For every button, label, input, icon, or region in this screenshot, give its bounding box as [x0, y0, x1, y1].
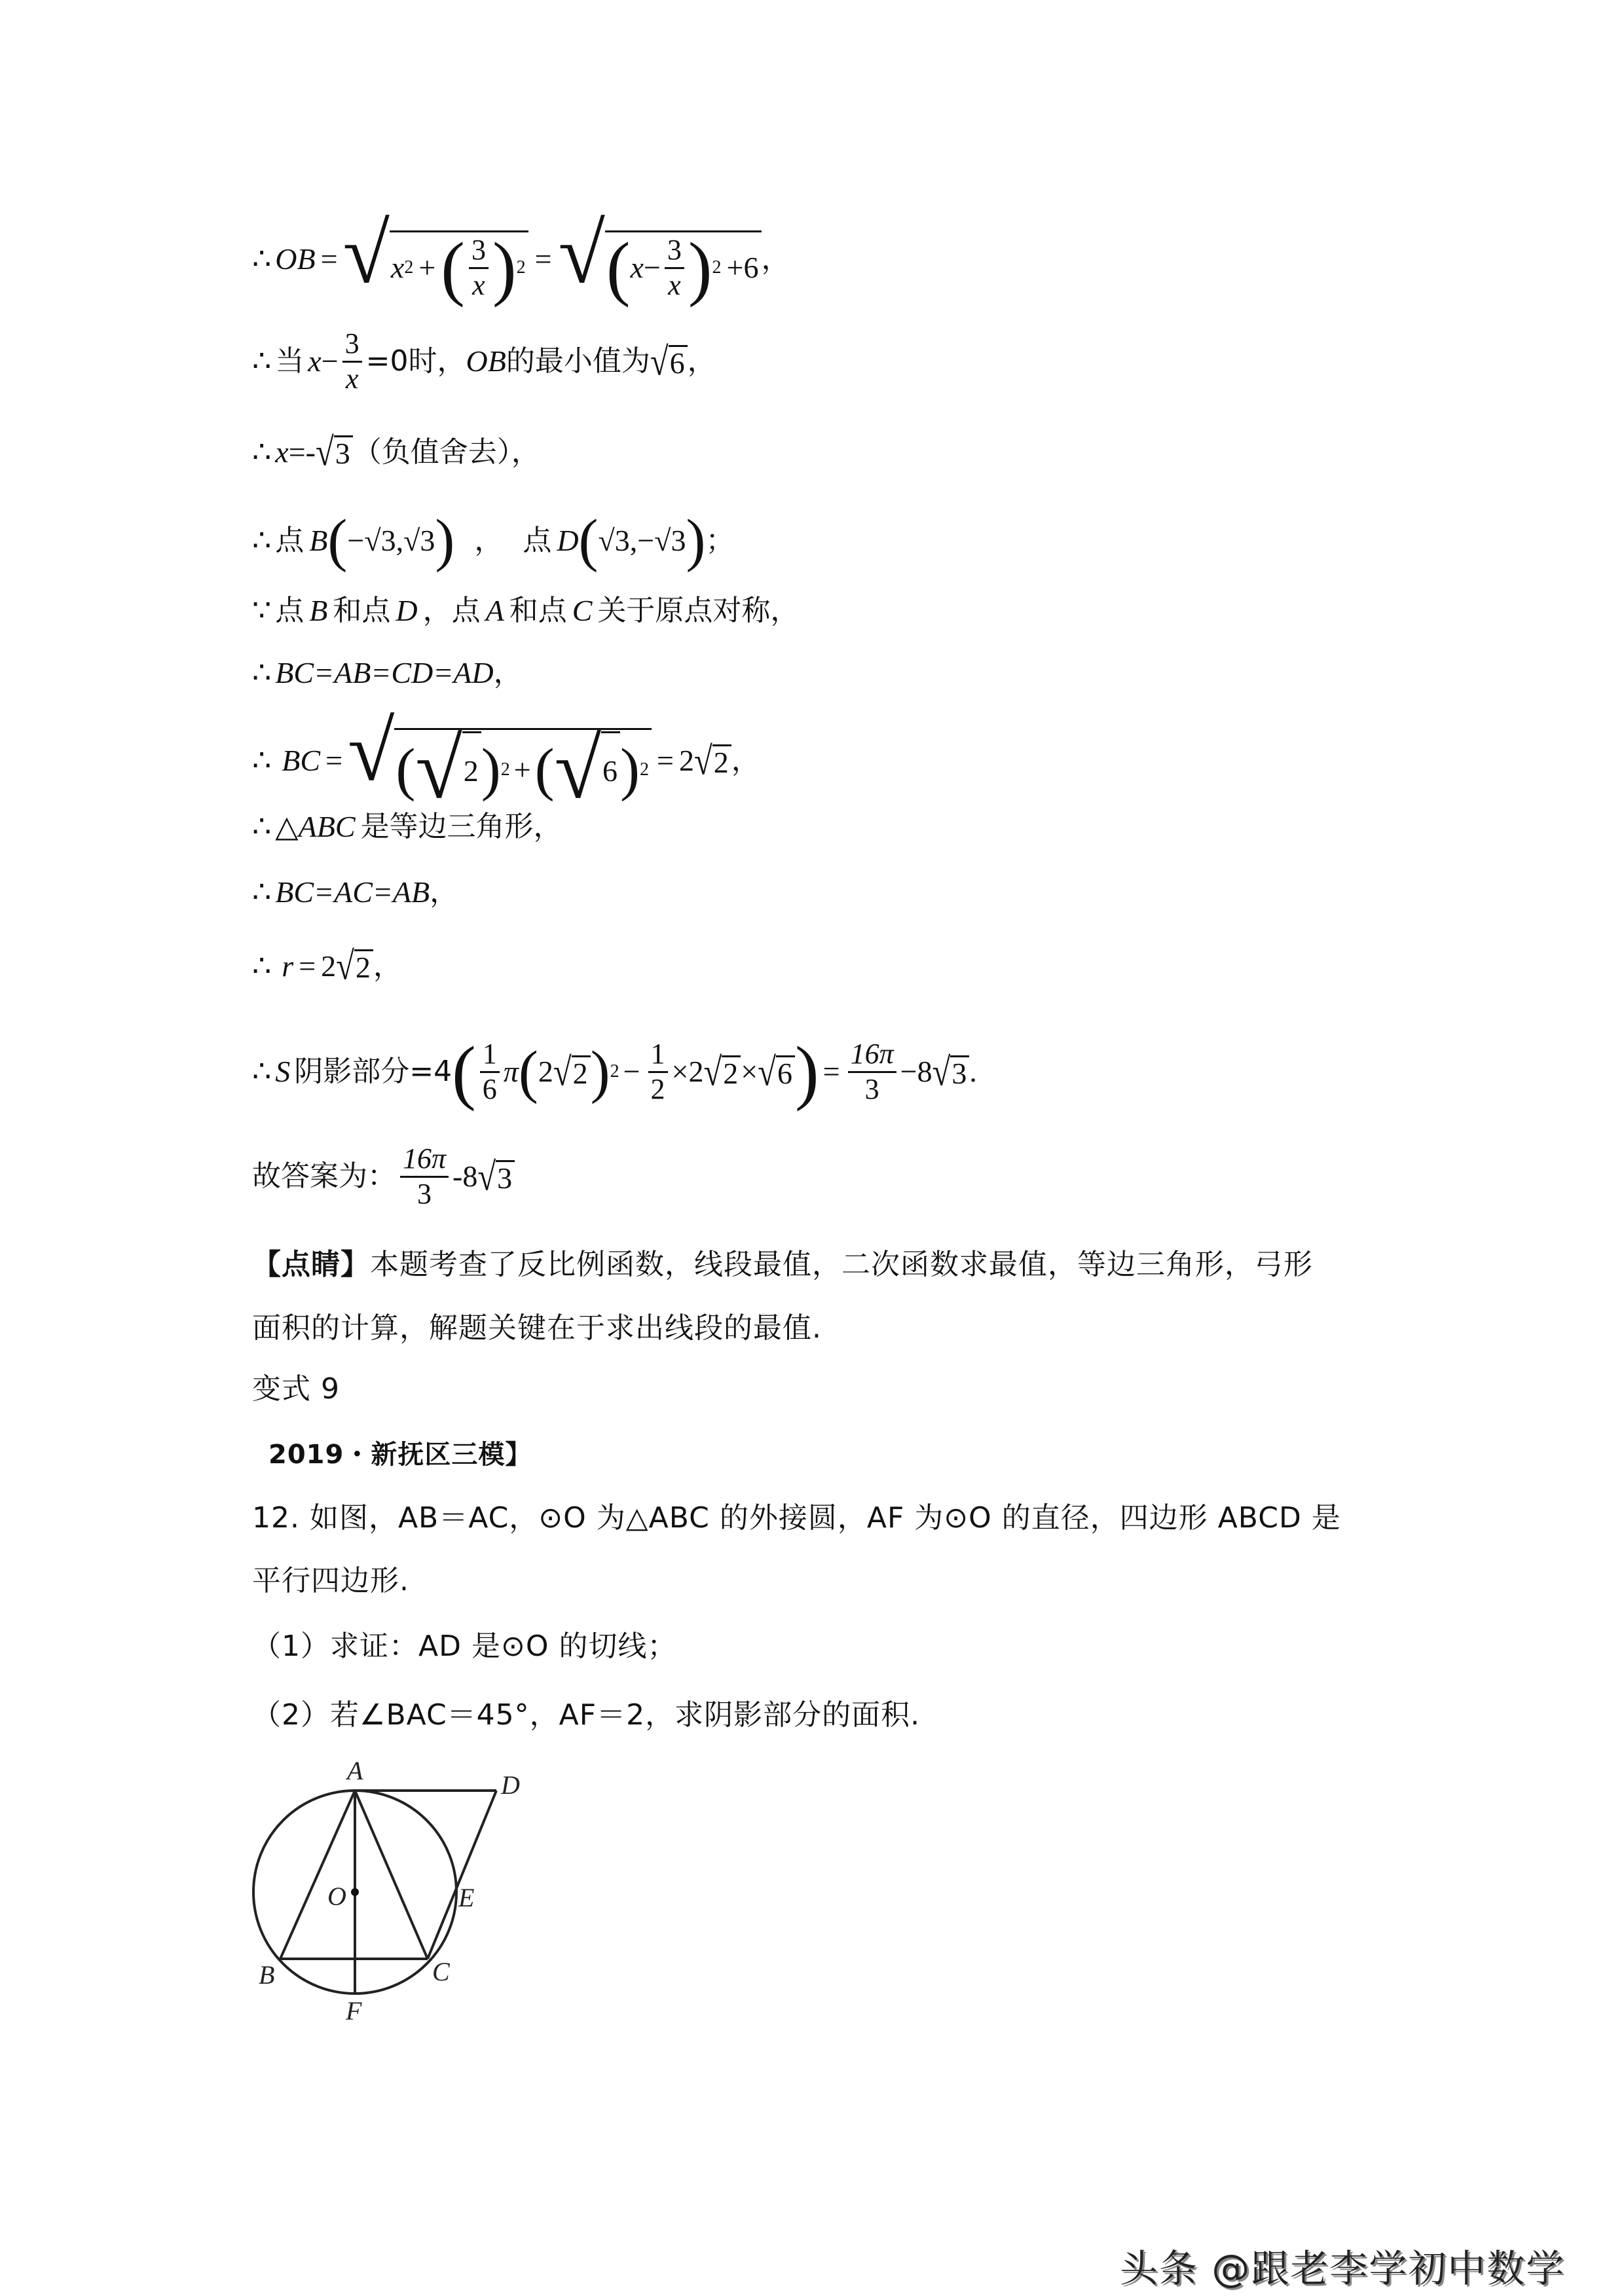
segment-ac: [355, 1791, 428, 1959]
fraction-3-over-x: $\frac{3}{x}$: [469, 234, 489, 302]
problem-part-2: （2）若∠BAC＝45°，AF＝2，求阴影部分的面积.: [252, 1698, 921, 1732]
fraction-3-over-x: $\frac{3}{x}$: [665, 234, 684, 302]
watermark: 头条 @跟老李学初中数学: [1120, 2246, 1566, 2291]
equation-ob-distance: ∴ OB = √ x 2 + ( $\frac{3}{x}$ ) 2 = √ ( x − $\frac{3}{x}$ ) 2 +6 ，: [252, 207, 790, 308]
label-c: C: [432, 1957, 450, 1986]
label-b: B: [259, 1960, 275, 1990]
sqrt-6: √ 6: [650, 345, 688, 378]
variant-title: 变式 9: [252, 1372, 340, 1406]
equation-x-value: ∴ x =- √ 3 （负值舍去），: [252, 429, 540, 474]
statement-bc-ac-ab: ∴ BC=AC=AB ，: [252, 875, 459, 909]
sqrt-expression-1: √ x 2 + ( $\frac{3}{x}$ ) 2: [343, 216, 528, 302]
label-d: D: [501, 1770, 520, 1800]
final-answer: 故答案为： $\frac{16\pi}{3}$ -8 √ 3: [252, 1142, 515, 1211]
equation-min-condition: ∴ 当 x − $\frac{3}{x}$ =0时， OB 的最小值为 √ 6 ，: [252, 327, 716, 395]
problem-part-1: （1）求证：AD 是⊙O 的切线；: [252, 1630, 677, 1663]
problem-line-2: 平行四边形.: [252, 1564, 409, 1597]
label-f: F: [346, 1996, 362, 2026]
center-dot: [351, 1888, 359, 1896]
statement-symmetry: ∵ 点 B 和点 D ，点 A 和点 C 关于原点对称，: [252, 594, 800, 627]
segment-ab: [280, 1791, 355, 1959]
label-e: E: [458, 1883, 475, 1912]
equation-points-b-d: ∴ 点 B ( −√3 , √3 ) ， 点 D ( √3 , −√3 ) ；: [252, 508, 735, 573]
ob-label: OB: [275, 242, 316, 276]
variant-source: 2019・新抚区三模】: [268, 1440, 532, 1470]
segment-dc: [428, 1791, 496, 1959]
statement-equal-sides: ∴ BC=AB=CD=AD ，: [252, 656, 523, 689]
sqrt-expression-2: √ ( x − $\frac{3}{x}$ ) 2 +6: [559, 216, 762, 302]
label-o: O: [327, 1882, 346, 1911]
answer-fraction: $\frac{16\pi}{3}$: [400, 1142, 449, 1211]
problem-line-1: 12. 如图，AB＝AC，⊙O 为△ABC 的外接圆，AF 为⊙O 的直径，四边形 ABCD 是: [252, 1501, 1341, 1535]
comment-line-2: 面积的计算，解题关键在于求出线段的最值.: [252, 1311, 822, 1345]
therefore-symbol: ∴: [252, 242, 272, 276]
geometry-diagram: [242, 1741, 583, 2030]
fraction-3-over-x: $\frac{3}{x}$: [342, 327, 362, 395]
equation-radius: ∴ r = 2 √ 2 ，: [252, 943, 402, 988]
label-a: A: [347, 1756, 363, 1785]
equation-shaded-area: ∴ S 阴影部分=4 ( $\frac{1}{6}$ π ( 2 √ 2 ) 2 − $\frac{1}{2}$ × 2 √ 2 × √ 6 ) = $\frac{16\pi}{3}$ −8 √ 3 .: [252, 1031, 977, 1112]
comment-line-1: 【点睛】本题考查了反比例函数，线段最值，二次函数求最值，等边三角形，弓形: [252, 1248, 1313, 1281]
statement-equilateral: ∴ △ ABC 是等边三角形，: [252, 810, 563, 843]
comment-tag: 【点睛】: [252, 1248, 370, 1281]
equation-bc-length: ∴ BC = √ ( √ 2 ) 2 + ( √ 6 ) 2 = 2 √ 2 ，: [252, 704, 760, 816]
